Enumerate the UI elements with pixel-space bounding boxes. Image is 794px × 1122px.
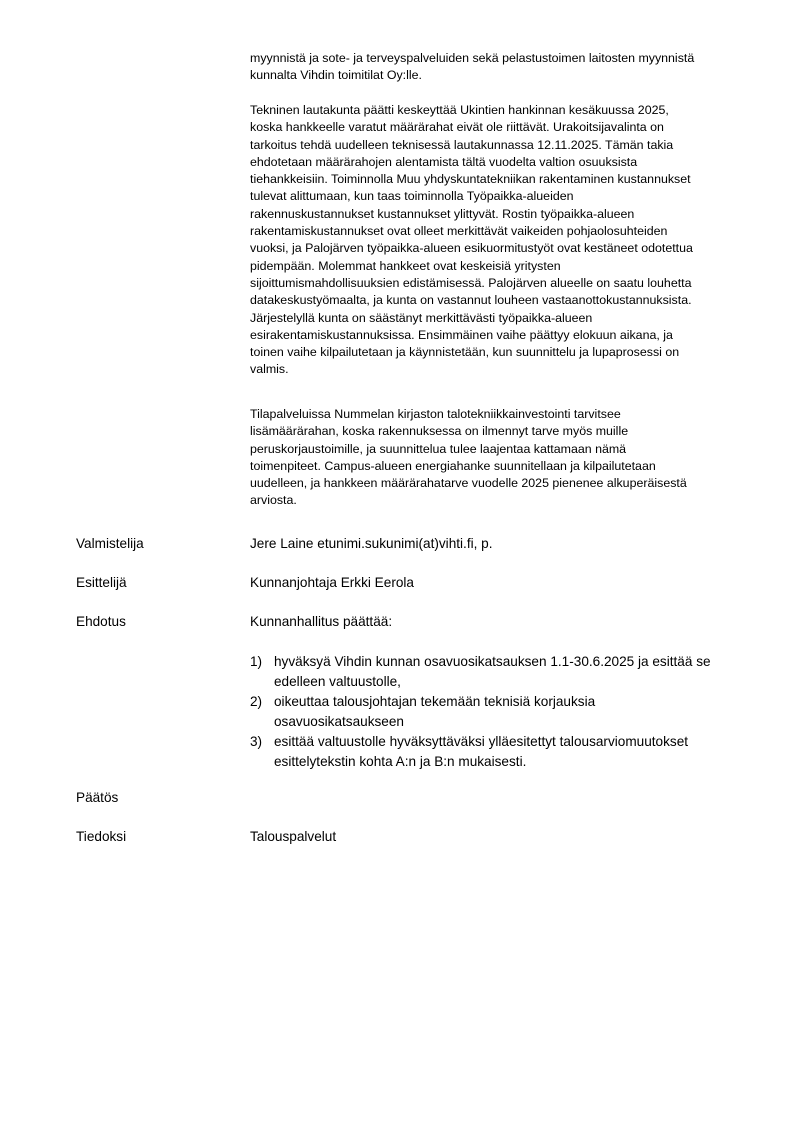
field-value: Talouspalvelut xyxy=(250,829,337,844)
text-line: uudelleen, ja hankkeen määrärahatarve vuodelle 2025 pienenee alkuperäisestä xyxy=(250,476,687,491)
text-line: oikeuttaa talousjohtajan tekemään teknisiä korjauksia xyxy=(274,694,596,709)
body-paragraph-2 xyxy=(250,102,750,379)
text-line: koska hankkeelle varatut määrärahat eivät ole riittävät. Urakoitsijavalinta on xyxy=(250,120,664,135)
text-line: pidempään. Molemmat hankkeet ovat keskeisiä yritysten xyxy=(250,258,561,273)
field-label: Tiedoksi xyxy=(76,829,127,844)
text-line: toinen vaihe kilpailutetaan ja käynnistetään, kun suunnittelu ja lupaprosessi on xyxy=(250,345,680,360)
text-line: ehdotetaan määrärahojen alentamista tältä vuodelta valtion osuuksista xyxy=(250,154,638,169)
text-line: tulevat alittumaan, kun taas toiminnolla Työpaikka-alueiden xyxy=(250,189,574,204)
text-line: valmis. xyxy=(250,362,289,377)
text-line: Järjestelyllä kunta on säästänyt merkittävästi työpaikka-alueen xyxy=(250,310,593,325)
field-ehdotus xyxy=(0,613,794,633)
field-value: Kunnanjohtaja Erkki Eerola xyxy=(250,575,414,590)
field-valmistelija xyxy=(0,535,794,555)
proposal-list xyxy=(250,652,760,772)
text-line: Tilapalveluissa Nummelan kirjaston talotekniikkainvestointi tarvitsee xyxy=(250,407,621,421)
text-line: kunnalta Vihdin toimitilat Oy:lle. xyxy=(250,68,422,83)
text-line: rakennuskustannukset kustannukset ylittyvät. Rostin työpaikka-alueen xyxy=(250,206,635,221)
field-value: Kunnanhallitus päättää: xyxy=(250,614,393,629)
text-line: Tekninen lautakunta päätti keskeyttää Ukintien hankinnan kesäkuussa 2025, xyxy=(250,103,669,117)
field-label: Ehdotus xyxy=(76,614,126,629)
proposal-number: 2) xyxy=(250,694,263,709)
body-paragraph-1 xyxy=(250,50,750,85)
proposal-item xyxy=(250,652,760,692)
text-line: edelleen valtuustolle, xyxy=(274,674,401,689)
text-line: myynnistä ja sote- ja terveyspalveluiden sekä pelastustoimen laitosten myynnistä xyxy=(250,51,695,65)
field-label: Valmistelija xyxy=(76,536,144,551)
text-line: tarkoitus tehdä uudelleen teknisessä lautakunnassa 12.11.2025. Tämän takia xyxy=(250,137,674,152)
text-line: esittelytekstin kohta A:n ja B:n mukaisesti. xyxy=(274,754,527,769)
field-label: Esittelijä xyxy=(76,575,127,590)
body-paragraph-3 xyxy=(250,406,750,510)
text-line: vuoksi, ja Palojärven työpaikka-alueen esikuormitustyöt ovat kestäneet odotettua xyxy=(250,241,693,256)
text-line: tiehankkeisiin. Toiminnolla Muu yhdyskuntatekniikan rakentaminen kustannukset xyxy=(250,172,691,187)
proposal-number: 1) xyxy=(250,654,263,669)
proposal-item xyxy=(250,732,760,772)
field-paatos xyxy=(0,789,794,809)
text-line: esittää valtuustolle hyväksyttäväksi ylläesitettyt talousarviomuutokset xyxy=(274,734,689,749)
text-line: peruskorjaustoimille, ja suunnittelua tulee laajentaa kattamaan nämä xyxy=(250,441,627,456)
text-line: arviosta. xyxy=(250,493,297,508)
text-line: hyväksyä Vihdin kunnan osavuosikatsauksen 1.1-30.6.2025 ja esittää se xyxy=(274,654,711,669)
proposal-number: 3) xyxy=(250,734,263,749)
field-esittelija xyxy=(0,574,794,594)
text-line: osavuosikatsaukseen xyxy=(274,714,404,729)
proposal-item xyxy=(250,692,760,732)
text-line: esirakentamiskustannuksissa. Ensimmäinen vaihe päättyy elokuun aikana, ja xyxy=(250,327,673,342)
text-line: sijoittumismahdollisuuksien edistämisessä. Palojärven alueelle on saatu louhetta xyxy=(250,275,692,290)
text-line: datakeskustyömaalta, ja kunta on vastannut louheen vastaanottokustannuksista. xyxy=(250,293,692,308)
text-line: lisämäärärahan, koska rakennuksessa on ilmennyt tarve myös muille xyxy=(250,424,629,439)
field-label: Päätös xyxy=(76,790,119,805)
field-tiedoksi xyxy=(0,828,794,848)
field-value: Jere Laine etunimi.sukunimi(at)vihti.fi, p. xyxy=(250,536,493,551)
text-line: toimenpiteet. Campus-alueen energiahanke suunnitellaan ja kilpailutetaan xyxy=(250,458,656,473)
text-line: rakentamiskustannukset ovat olleet merkittävät vaikeiden pohjaolosuhteiden xyxy=(250,224,668,239)
